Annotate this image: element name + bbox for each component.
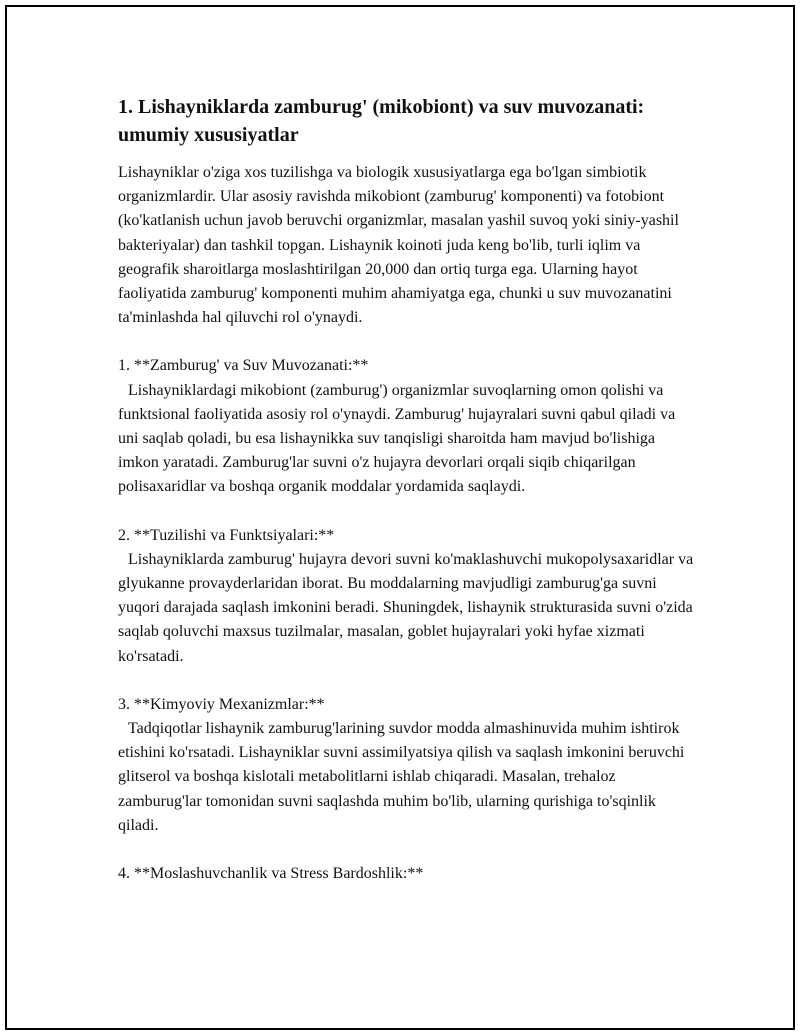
intro-paragraph: Lishayniklar o'ziga xos tuzilishga va biologik xususiyatlarga ega bo'lgan simbiotik organizmlardir. Ular asosiy ravishda mikobiont (zamburug' komponenti) va fotobiont (ko'katlanish uchun javob beruvchi organizmlar, masalan yashil suvoq yoki siniy-yashil bakteriyalar) dan tashkil topgan. Lishaynik koinoti juda keng bo'lib, turli iqlim va geografik sharoitlarga moslashtirilgan 20,000 dan ortiq turga ega. Ularning hayot faoliyatida zamburug' komponenti muhim ahamiyatga ega, chunki u suv muvozanatini ta'minlashda hal qiluvchi rol o'ynaydi. (118, 164, 679, 327)
section-body-text: Lishayniklardagi mikobiont (zamburug') organizmlar suvoqlarning omon qolishi va funktsional faoliyatida asosiy rol o'ynaydi. Zamburug' hujayralari suvni qabul qiladi va uni saqlab qoladi, bu esa lishaynikka suv tanqisligi sharoitda ham mavjud bo'lishiga imkon yaratadi. Zamburug'lar suvni o'z hujayra devorlari orqali siqib chiqarilgan polisaxaridlar va boshqa organik moddalar yordamida saqlaydi. (118, 381, 676, 496)
section-body-text: Tadqiqotlar lishaynik zamburug'larining suvdor modda almashinuvida muhim ishtirok etishini ko'rsatadi. Lishayniklar suvni assimilyatsiya qilish va saqlash imkonini beruvchi glitserol va boshqa kislotali metabolitlarni ishlab chiqaradi. Masalan, trehaloz zamburug'lar tomonidan suvni saqlashda muhim bo'lib, ularning qurishiga to'sqinlik qiladi. (118, 720, 685, 834)
section-heading: 2. **Tuzilishi va Funktsiyalari:** (118, 526, 335, 544)
section-1 (118, 354, 698, 499)
section-3 (118, 693, 698, 838)
document-body (118, 93, 698, 910)
section-heading: 3. **Kimyoviy Mexanizmlar:** (118, 695, 325, 713)
section-4 (118, 862, 698, 886)
section-2 (118, 524, 698, 669)
section-body (118, 548, 698, 669)
section-body-text: Lishayniklarda zamburug' hujayra devori suvni ko'maklashuvchi mukopolysaxaridlar va glyukanne provayderlaridan iborat. Bu moddalarning mavjudligi zamburug'ga suvni yuqori darajada saqlash imkonini beradi. Shuningdek, lishaynik strukturasida suvni o'zida saqlab qoluvchi maxsus tuzilmalar, masalan, goblet hujayralari yoki hyfae xizmati ko'rsatadi. (118, 550, 694, 665)
document-title: 1. Lishayniklarda zamburug' (mikobiont) va suv muvozanati: umumiy xususiyatlar (118, 96, 645, 146)
section-body (118, 717, 698, 838)
section-heading: 1. **Zamburug' va Suv Muvozanati:** (118, 357, 369, 375)
section-heading: 4. **Moslashuvchanlik va Stress Bardoshlik:** (118, 865, 424, 883)
section-body (118, 379, 698, 500)
